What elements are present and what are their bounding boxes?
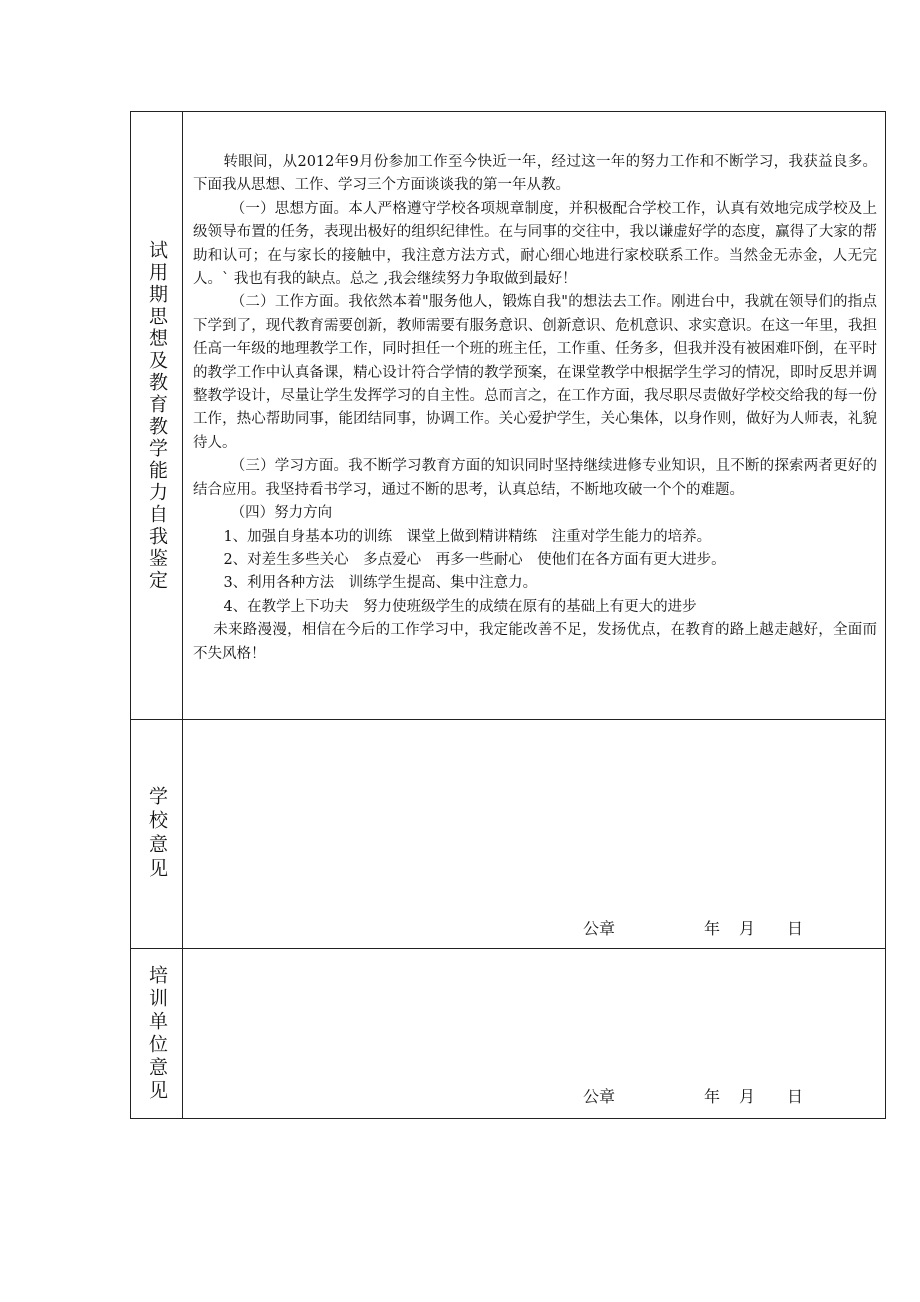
training-month-label: 月: [739, 1087, 756, 1106]
training-opinion-content-cell: [183, 949, 885, 1118]
direction-item-1: 1、加强自身基本功的训练 课堂上做到精讲精练 注重对学生能力的培养。: [223, 528, 712, 545]
assessment-form-table: [130, 111, 886, 1119]
training-opinion-label-cell: [131, 949, 183, 1118]
school-opinion-label: 学校意见: [146, 786, 168, 882]
training-day-label: 日: [787, 1087, 804, 1106]
training-year-label: 年: [704, 1087, 721, 1106]
direction-item-4: 4、在教学上下功夫 努力使班级学生的成绩在原有的基础上有更大的进步: [223, 598, 697, 615]
direction-item-2: 2、对差生多些关心 多点爱心 再多一些耐心 使他们在各方面有更大进步。: [223, 551, 726, 568]
paragraph-closing: 未来路漫漫，相信在今后的工作学习中，我定能改善不足，发扬优点，在教育的路上越走越好，全面而不失风格！: [193, 622, 877, 662]
self-assessment-text: [193, 151, 877, 666]
self-assessment-label-cell: [131, 112, 183, 719]
school-month-label: 月: [739, 919, 756, 938]
paragraph-study: （三）学习方面。我不断学习教育方面的知识同时坚持继续进修专业知识，且不断的探索两者更好的结合应用。我坚持看书学习，通过不断的思考，认真总结，不断地攻破一个个的难题。: [193, 458, 877, 498]
school-opinion-row: [131, 720, 885, 949]
training-opinion-row: [131, 949, 885, 1118]
paragraph-work: （二）工作方面。我依然本着"服务他人，锻炼自我"的想法去工作。刚进台中，我就在领导们的指点下学到了，现代教育需要创新，教师需要有服务意识、创新意识、危机意识、求实意识。在这一年里，我担任高一年级的地理教学工作，同时担任一个班的班主任，工作重、任务多，但我并没有被困难吓倒，在平时的教学工作中认真备课，精心设计符合学情的教学预案，在课堂教学中根据学生学习的情况，即时反思并调整教学设计，尽量让学生发挥学习的自主性。总而言之，在工作方面，我尽职尽责做好学校交给我的每一份工作，热心帮助同事，能团结同事，协调工作。关心爱护学生，关心集体，以身作则，做好为人师表，礼貌待人。: [193, 294, 877, 451]
paragraph-direction-heading: （四）努力方向: [230, 505, 333, 522]
school-year-label: 年: [704, 919, 721, 938]
training-seal-label: 公章: [583, 1087, 616, 1106]
school-opinion-content-cell: [183, 720, 885, 948]
self-assessment-row: [131, 112, 885, 720]
school-day-label: 日: [787, 919, 804, 938]
school-seal-label: 公章: [583, 919, 616, 938]
direction-item-3: 3、利用各种方法 训练学生提高、集中注意力。: [223, 575, 538, 592]
paragraph-intro: 转眼间，从2012年9月份参加工作至今快近一年，经过这一年的努力工作和不断学习，我获益良多。下面我从思想、工作、学习三个方面谈谈我的第一年从教。: [193, 154, 877, 194]
paragraph-thought: （一）思想方面。本人严格遵守学校各项规章制度，并积极配合学校工作，认真有效地完成学校及上级领导布置的任务，表现出极好的组织纪律性。在与同事的交往中，我以谦虚好学的态度，赢得了大家的帮助和认可；在与家长的接触中，我注意方法方式，耐心细心地进行家校联系工作。当然金无赤金，人无完人。` 我也有我的缺点。总之 ,我会继续努力争取做到最好！: [193, 200, 877, 288]
training-opinion-label: 培训单位意见: [146, 964, 168, 1103]
self-assessment-content-cell: [183, 112, 885, 719]
school-opinion-label-cell: [131, 720, 183, 948]
self-assessment-label: 试用期思想及教育教学能力自我鉴定: [146, 239, 168, 592]
